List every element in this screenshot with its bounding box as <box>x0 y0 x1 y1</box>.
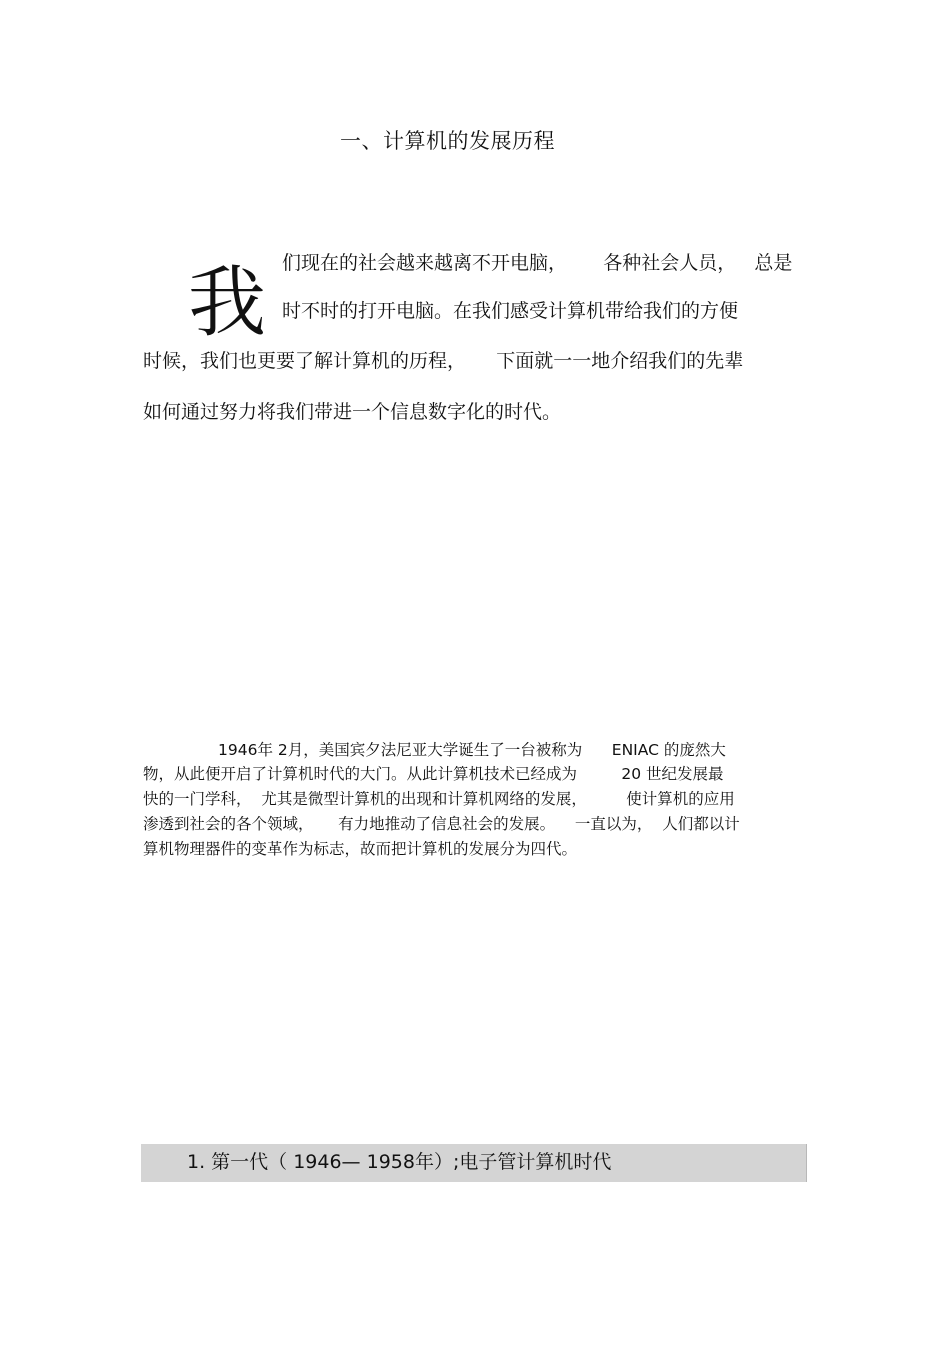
drop-cap: 我 <box>188 258 267 348</box>
history-line-3: 快的一门学科， 尤其是微型计算机的出现和计算机网络的发展， 使计算机的应用 <box>143 790 735 808</box>
history-line-4: 渗透到社会的各个领域， 有力地推动了信息社会的发展。 一直以为， 人们都以计 <box>143 815 740 833</box>
history-line-1: 1946年 2月，美国宾夕法尼亚大学诞生了一台被称为 ENIAC 的庞然大 <box>218 741 726 759</box>
intro-line-1: 们现在的社会越来越离不开电脑， 各种社会人员， 总是 <box>282 252 793 274</box>
history-line-5: 算机物理器件的变革作为标志，故而把计算机的发展分为四代。 <box>143 840 578 858</box>
history-line-2: 物，从此便开启了计算机时代的大门。从此计算机技术已经成为 20 世纪发展最 <box>143 765 724 783</box>
intro-line-2: 时不时的打开电脑。在我们感受计算机带给我们的方便 <box>282 300 739 322</box>
section-heading: 1. 第一代（ 1946— 1958年）;电子管计算机时代 <box>187 1151 612 1173</box>
section-heading-bar <box>141 1144 807 1182</box>
intro-line-4: 如何通过努力将我们带进一个信息数字化的时代。 <box>143 401 562 423</box>
intro-line-3: 时候，我们也更要了解计算机的历程， 下面就一一地介绍我们的先辈 <box>143 350 744 372</box>
page-title: 一、计算机的发展历程 <box>340 129 555 153</box>
